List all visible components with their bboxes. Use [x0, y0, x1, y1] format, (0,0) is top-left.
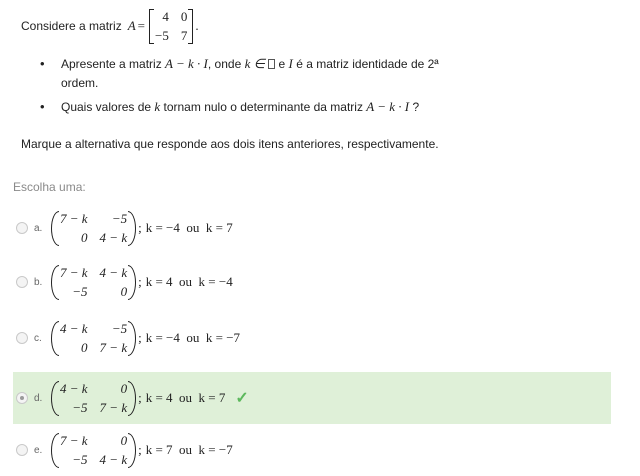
checkmark-icon: ✓	[235, 390, 249, 407]
matrix-cell: 7	[180, 27, 188, 43]
radio-button[interactable]	[16, 332, 28, 344]
radio-button[interactable]	[16, 222, 28, 234]
answer-option-e[interactable]: e. 7 − k 0 −5 4 − k ; k = 7 ou k = −7	[13, 424, 611, 476]
answer-option-d[interactable]: d. 4 − k 0 −5 7 − k ; k = 4 ou k = 7 ✓	[13, 372, 611, 424]
matrix-eq: =	[137, 18, 146, 33]
matrix-cell: 4	[162, 8, 169, 24]
bullet-dot-icon: •	[40, 99, 45, 114]
bullet-item: • Quais valores de k tornam nulo o determinante da matriz A − k · I ?	[40, 97, 439, 117]
bullet-item: • Apresente a matriz A − k · I, onde k ∈ e I é a matriz identidade de 2ª ordem.	[40, 54, 439, 93]
option-condition: k = −4 ou k = −7	[145, 330, 241, 345]
option-matrix: 4 − k −5 0 7 − k	[51, 321, 136, 356]
option-letter: a.	[34, 222, 43, 234]
option-condition: k = 4 ou k = 7	[145, 390, 226, 405]
matrix-var: A	[127, 18, 136, 33]
radio-button[interactable]	[16, 444, 28, 456]
answer-option-b[interactable]: b. 7 − k 4 − k −5 0 ; k = 4 ou k = −4	[13, 256, 611, 308]
intro-label: Considere a matriz	[21, 19, 122, 33]
option-matrix: 4 − k 0 −5 7 − k	[51, 381, 136, 416]
option-matrix: 7 − k 0 −5 4 − k	[51, 433, 136, 468]
bullet-list	[40, 54, 439, 117]
option-condition: k = −4 ou k = 7	[145, 220, 233, 235]
option-letter: c.	[34, 332, 42, 344]
answer-option-a[interactable]: a. 7 − k −5 0 4 − k ; k = −4 ou k = 7	[13, 202, 611, 254]
option-matrix: 7 − k −5 0 4 − k	[51, 211, 136, 246]
answer-option-c[interactable]: c. 4 − k −5 0 7 − k ; k = −4 ou k = −7	[13, 312, 611, 364]
option-matrix: 7 − k 4 − k −5 0	[51, 265, 136, 300]
option-condition: k = 4 ou k = −4	[145, 274, 233, 289]
radio-button[interactable]	[16, 276, 28, 288]
option-letter: b.	[34, 276, 43, 288]
matrix-a	[149, 9, 193, 44]
radio-button-selected[interactable]	[16, 392, 28, 404]
bullet-dot-icon: •	[40, 56, 45, 71]
option-letter: d.	[34, 392, 43, 404]
option-letter: e.	[34, 444, 43, 456]
instruction-text: Marque a alternativa que responde aos dois itens anteriores, respectivamente.	[21, 137, 439, 151]
option-condition: k = 7 ou k = −7	[145, 442, 233, 457]
choose-label: Escolha uma:	[13, 180, 86, 194]
matrix-cell: −5	[155, 27, 169, 43]
matrix-cell: 0	[180, 8, 188, 24]
question-intro: Considere a matriz A = 4 0 −5 7 .	[21, 8, 199, 43]
